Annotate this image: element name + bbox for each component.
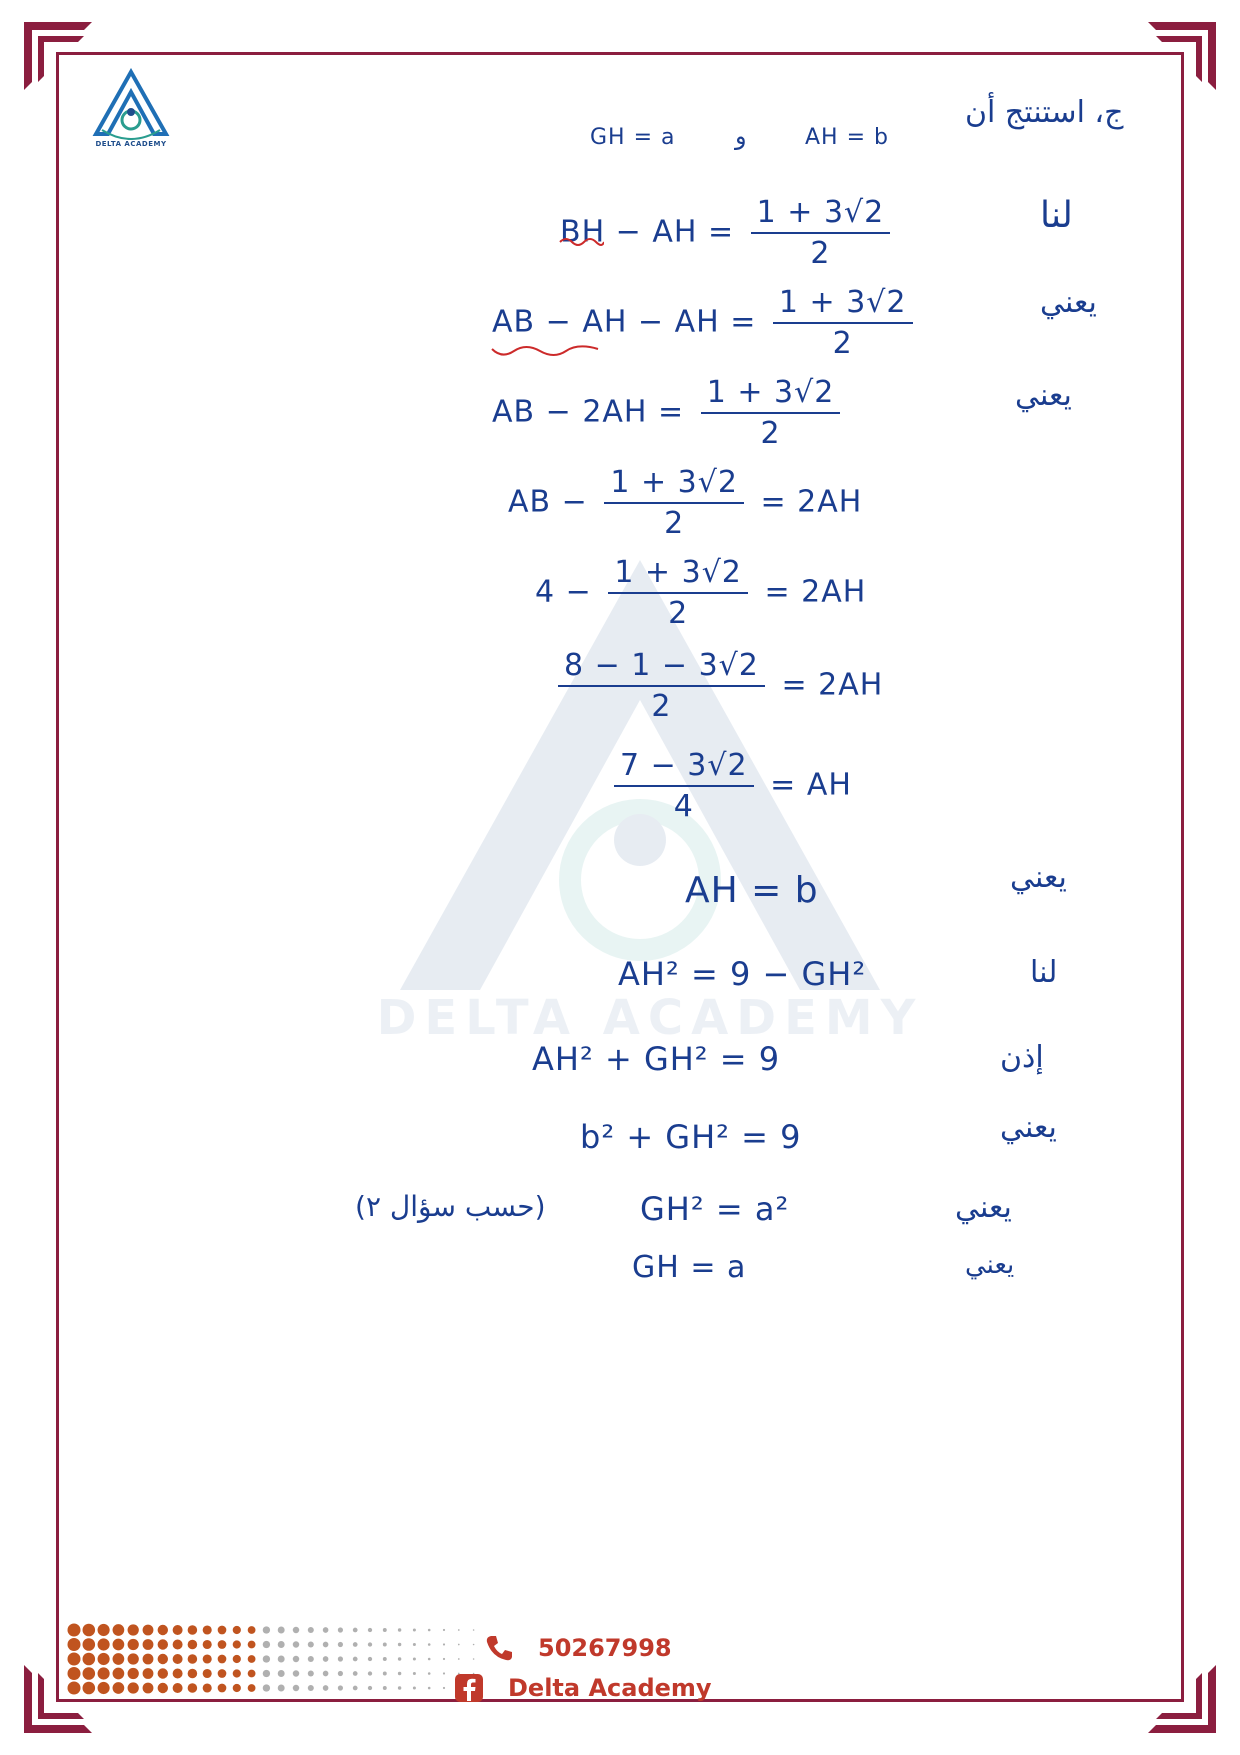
footer-dot [323,1685,329,1691]
equation-line-7 [608,748,852,824]
denominator: 4 [673,789,694,824]
phone-number: 50267998 [538,1634,672,1662]
footer-dot [413,1672,416,1675]
footer-dot [143,1639,154,1650]
footer-dot [68,1682,81,1695]
footer-dot [203,1640,212,1649]
footer-dot [218,1684,227,1693]
label-idhan: إذن [1000,1040,1044,1075]
footer-dot [338,1685,343,1690]
footer-dot [128,1668,139,1679]
footer-dot [128,1639,139,1650]
denominator: 2 [651,689,672,724]
given-gh: GH = a [590,125,676,150]
footer-dot [248,1670,256,1678]
footer-dot [263,1626,270,1633]
footer-dot [473,1644,475,1646]
footer-dot [428,1658,431,1661]
footer-dot [68,1624,81,1637]
footer-dot [308,1627,314,1633]
footer-dot [113,1639,125,1651]
footer-dot [143,1683,154,1694]
lhs: AB − [508,484,588,520]
label-yani: يعني [1040,285,1097,320]
denominator: 2 [760,416,781,451]
equation-line-13: GH = a [632,1250,747,1285]
label-yani: يعني [965,1250,1015,1280]
numerator: 7 − 3√2 [614,748,754,787]
footer-contact [484,1628,712,1708]
rhs: = 2AH [764,574,867,610]
footer-dot [158,1668,168,1678]
equation-line-9: AH² = 9 − GH² [618,955,867,993]
footer-dot [158,1683,168,1693]
footer-dot [413,1657,416,1660]
footer-dot [398,1628,401,1631]
equation-line-1 [560,195,896,271]
underline-squiggle [558,236,604,248]
denominator: 2 [668,596,689,631]
numerator: 8 − 1 − 3√2 [558,648,765,687]
footer-dot [83,1624,96,1637]
underline-squiggle [490,345,600,359]
equation-line-12: GH² = a² [640,1190,790,1228]
fraction [751,195,891,271]
footer-dot [398,1643,401,1646]
footer-dot [353,1628,358,1633]
footer-dot [278,1670,285,1677]
footer-dot [143,1625,154,1636]
rhs: = 2AH [760,484,863,520]
footer-dot [368,1657,372,1661]
footer-dot [338,1627,343,1632]
footer-dot [218,1640,227,1649]
footer-dot [173,1683,183,1693]
footer-phone-row [484,1628,712,1668]
footer-dot [293,1685,300,1692]
equation-line-11: b² + GH² = 9 [580,1118,802,1156]
footer-dot [323,1671,329,1677]
label-yani: يعني [1010,860,1067,895]
footer-dot [113,1668,125,1680]
footer-dot [203,1683,212,1692]
denominator: 2 [810,236,831,271]
numerator: 1 + 3√2 [604,465,744,504]
footer-dot [293,1627,300,1634]
footer-dot [203,1625,212,1634]
footer-dot [68,1653,81,1666]
footer-dot [278,1641,285,1648]
footer-dot [68,1667,81,1680]
footer-dot [233,1669,241,1677]
footer-dot [323,1627,329,1633]
footer-dot [458,1658,460,1660]
footer-dot [368,1628,372,1632]
rhs: = AH [770,767,852,803]
footer-dot [263,1655,270,1662]
footer-dot [383,1686,387,1690]
footer-dot [263,1670,270,1677]
footer-dot [338,1656,343,1661]
footer-dot [218,1626,227,1635]
footer-dot [323,1656,329,1662]
footer-dot [83,1638,96,1651]
footer-dot [443,1643,445,1645]
footer-dot [173,1654,183,1664]
footer-dot [383,1643,387,1647]
footer-dot [98,1624,110,1636]
footer-dot [428,1687,431,1690]
footer-dot [368,1686,372,1690]
footer-dot [233,1684,241,1692]
footer-dot [383,1672,387,1676]
footer-dot [68,1638,81,1651]
footer-dot [143,1668,154,1679]
fraction [773,285,913,361]
footer-dot [83,1653,96,1666]
footer-dot [248,1641,256,1649]
numerator: 1 + 3√2 [701,375,841,414]
footer-dot [473,1658,475,1660]
footer-dot [188,1683,198,1693]
footer-dot [263,1641,270,1648]
footer-dot [248,1626,256,1634]
footer-dot [443,1658,445,1660]
footer-dot [128,1653,139,1664]
delta-logo-icon [86,68,176,140]
lhs: 4 − [535,574,592,610]
footer-dot [173,1625,183,1635]
fraction [558,648,765,724]
footer-dot [188,1654,198,1664]
footer-dot [278,1685,285,1692]
equation-line-10: AH² + GH² = 9 [532,1040,781,1078]
footer-dot [203,1654,212,1663]
denominator: 2 [832,326,853,361]
footer-dot [188,1625,198,1635]
footer-dot [413,1686,416,1689]
footer-dot [308,1685,314,1691]
footer-dot [248,1655,256,1663]
footer-dot [83,1667,96,1680]
footer-dot-pattern [66,1622,486,1696]
footer-dot [383,1628,387,1632]
footer-dot [233,1640,241,1648]
footer-dot [158,1625,168,1635]
footer-dot [428,1672,431,1675]
footer-dot [338,1671,343,1676]
equation-line-4 [508,465,862,541]
footer-dot [428,1629,431,1632]
label-lana: لنا [1040,195,1073,236]
footer-dot [98,1682,110,1694]
footer-dot [218,1655,227,1664]
lhs: AB − 2AH = [492,394,685,430]
watermark-text: DELTA ACADEMY [376,990,924,1046]
footer-dot [128,1624,139,1635]
label-yani: يعني [955,1190,1012,1225]
footer-dot [113,1682,125,1694]
footer-dot [443,1672,445,1674]
label-yani: يعني [1000,1110,1057,1145]
footer-dot [353,1671,358,1676]
footer-dot [188,1669,198,1679]
footer-dot [368,1671,372,1675]
footer-dot [293,1656,300,1663]
footer-dot [293,1641,300,1648]
footer-dot [158,1639,168,1649]
logo-text: DELTA ACADEMY [95,140,167,148]
footer-dot [458,1644,460,1646]
footer-dot [158,1654,168,1664]
footer-dot [458,1629,460,1631]
equation-line-8: AH = b [685,870,819,911]
footer-dot [173,1640,183,1650]
rhs: = 2AH [781,667,884,703]
footer-dot [383,1657,387,1661]
footer-dot [443,1629,445,1631]
corner-ornament-bottom-right [1136,1653,1216,1733]
footer-dot [218,1669,227,1678]
footer-dot [368,1642,372,1646]
footer-dot [398,1672,401,1675]
equation-line-3 [492,375,846,451]
footer-dot [188,1640,198,1650]
footer-dot [323,1642,329,1648]
given-ah: AH = b [805,125,889,150]
numerator: 1 + 3√2 [608,555,748,594]
footer-dot [398,1686,401,1689]
footer-dot [308,1641,314,1647]
fraction [604,465,744,541]
footer-dot [428,1643,431,1646]
reference-note: (حسب سؤال ٢) [355,1190,546,1223]
footer-dot [98,1667,110,1679]
footer-dot [398,1657,401,1660]
footer-dot [113,1653,125,1665]
footer-facebook-row [454,1668,712,1708]
footer-dot [353,1642,358,1647]
phone-icon [484,1633,514,1663]
prompt-arabic: ج، استنتج أن [965,95,1124,130]
fraction [608,555,748,631]
footer-dot [113,1624,125,1636]
footer-dot [263,1684,270,1691]
facebook-name: Delta Academy [508,1674,712,1702]
footer-dot [443,1687,445,1689]
footer-dot [308,1670,314,1676]
lhs: AB − AH − AH = [492,304,757,340]
footer-dot [143,1654,154,1665]
footer-dot [98,1653,110,1665]
footer-dot [293,1670,300,1677]
footer-dot [203,1669,212,1678]
corner-ornament-top-right [1136,22,1216,102]
numerator: 1 + 3√2 [773,285,913,324]
label-lana: لنا [1030,955,1058,990]
footer-dot [233,1626,241,1634]
footer-dot [128,1682,139,1693]
equation-line-6 [552,648,883,724]
footer-dot [278,1627,285,1634]
footer-dot [413,1643,416,1646]
footer-dot [353,1686,358,1691]
fraction [701,375,841,451]
delta-academy-logo [86,68,176,154]
label-yani: يعني [1015,378,1072,413]
denominator: 2 [664,506,685,541]
numerator: 1 + 3√2 [751,195,891,234]
footer-dot [473,1629,475,1631]
footer-dot [248,1684,256,1692]
footer-dot [353,1657,358,1662]
lhs: BH − AH = [560,214,735,250]
footer-dot [83,1682,96,1695]
footer-dot [338,1642,343,1647]
given-connector: و [735,122,747,150]
equation-line-5 [535,555,866,631]
facebook-icon [454,1673,484,1703]
footer-dot [173,1669,183,1679]
footer-dot [278,1656,285,1663]
footer-dot [233,1655,241,1663]
fraction [614,748,754,824]
footer-dot [413,1628,416,1631]
footer-dot [308,1656,314,1662]
footer-dot [98,1638,110,1650]
